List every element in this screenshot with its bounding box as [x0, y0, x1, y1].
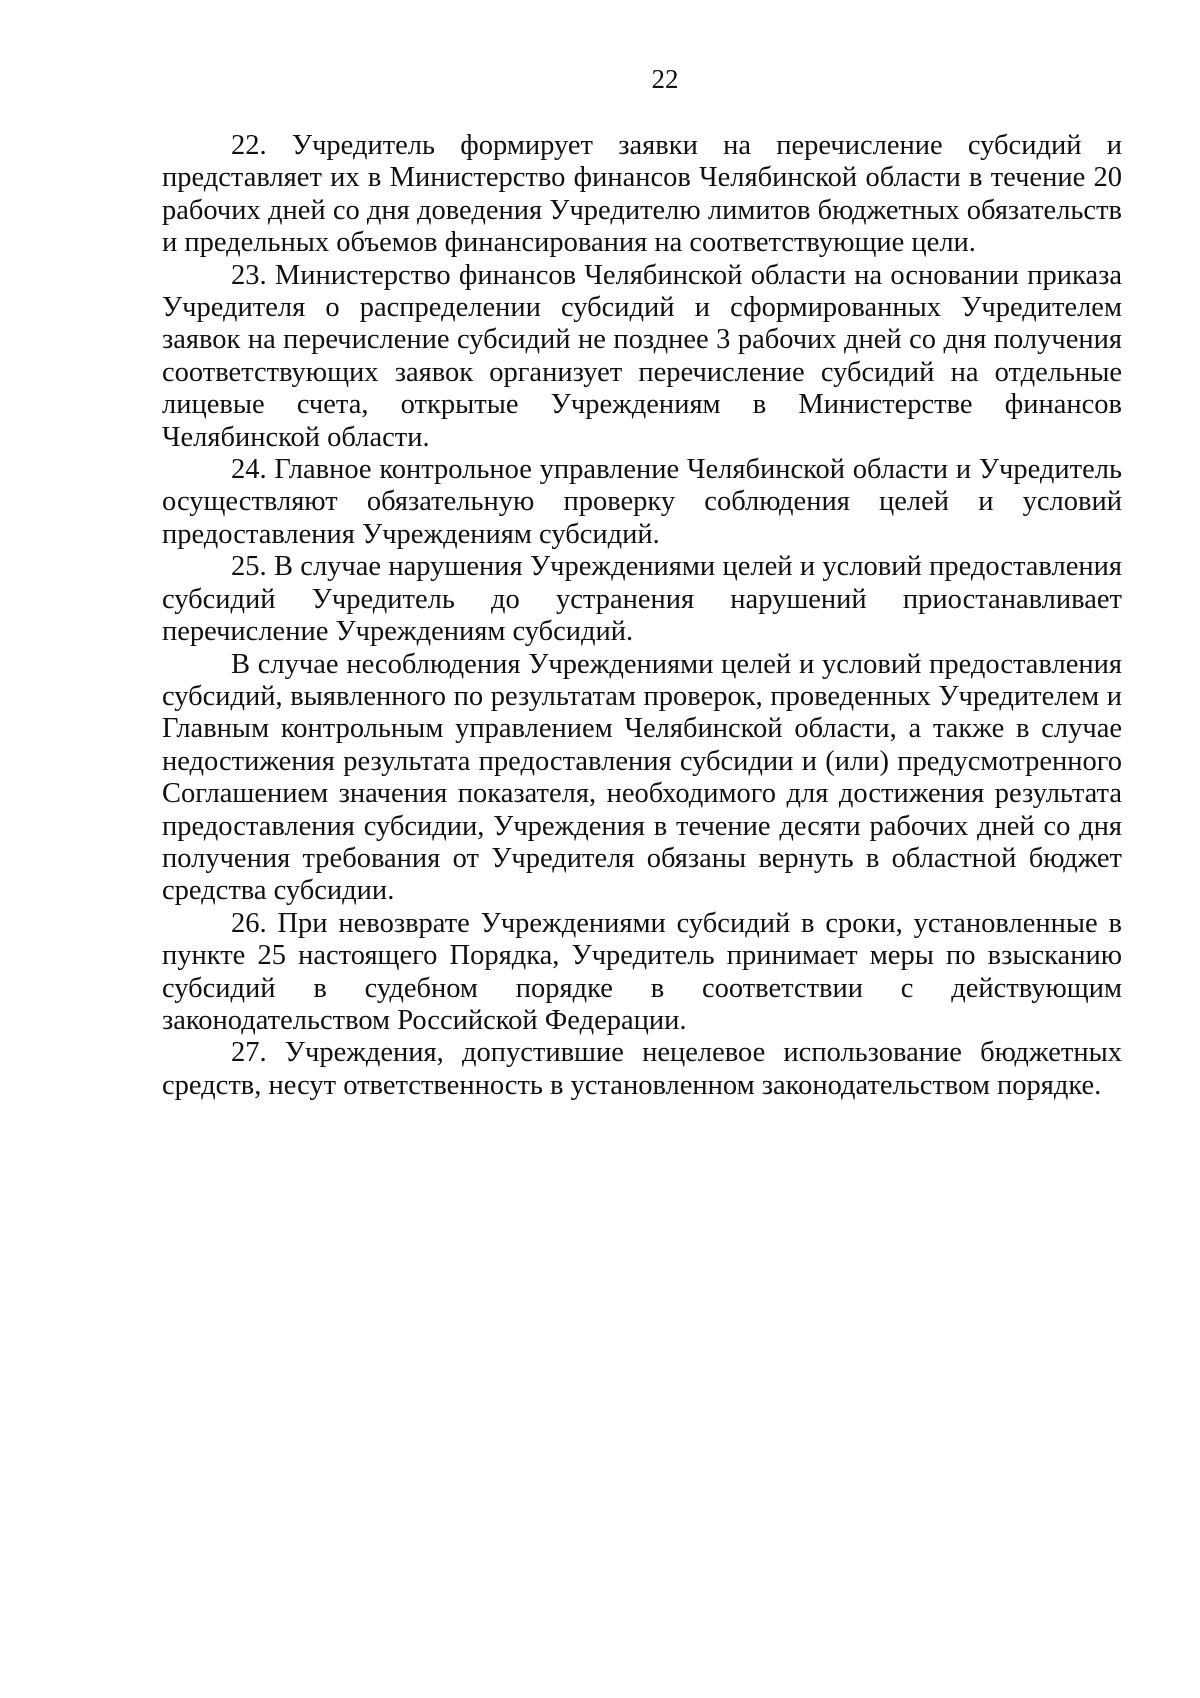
paragraph-27: 27. Учреждения, допустившие нецелевое использование бюджетных средств, несут ответственность в установленном законодательством порядке. [162, 1037, 1122, 1101]
paragraph-25-continued: В случае несоблюдения Учреждениями целей и условий предоставления субсидий, выявленного по результатам проверок, проведенных Учредителем и Главным контрольным управлением Челябинской области, а также в случае недостижения результата предоставления субсидии и (или) предусмотренного Соглашением значения показателя, необходимого для достижения результата предоставления субсидии, Учреждения в течение десяти рабочих дней со дня получения требования от Учредителя обязаны вернуть в областной бюджет средства субсидии. [162, 648, 1122, 907]
page-number: 22 [651, 64, 679, 94]
paragraph-23: 23. Министерство финансов Челябинской области на основании приказа Учредителя о распределении субсидий и сформированных Учредителем заявок на перечисление субсидий не позднее 3 рабочих дней со дня получения соответствующих заявок организует перечисление субсидий на отдельные лицевые счета, открытые Учреждениям в Министерстве финансов Челябинской области. [162, 259, 1122, 453]
paragraph-22: 22. Учредитель формирует заявки на перечисление субсидий и представляет их в Министерство финансов Челябинской области в течение 20 рабочих дней со дня доведения Учредителю лимитов бюджетных обязательств и предельных объемов финансирования на соответствующие цели. [162, 130, 1122, 259]
document-body [162, 130, 1122, 1102]
paragraph-24: 24. Главное контрольное управление Челябинской области и Учредитель осуществляют обязательную проверку соблюдения целей и условий предоставления Учреждениям субсидий. [162, 454, 1122, 550]
paragraph-25: 25. В случае нарушения Учреждениями целей и условий предоставления субсидий Учредитель до устранения нарушений приостанавливает перечисление Учреждениям субсидий. [162, 551, 1122, 648]
paragraph-26: 26. При невозврате Учреждениями субсидий в сроки, установленные в пункте 25 настоящего Порядка, Учредитель принимает меры по взысканию субсидий в судебном порядке в соответствии с действующим законодательством Российской Федерации. [162, 907, 1122, 1036]
